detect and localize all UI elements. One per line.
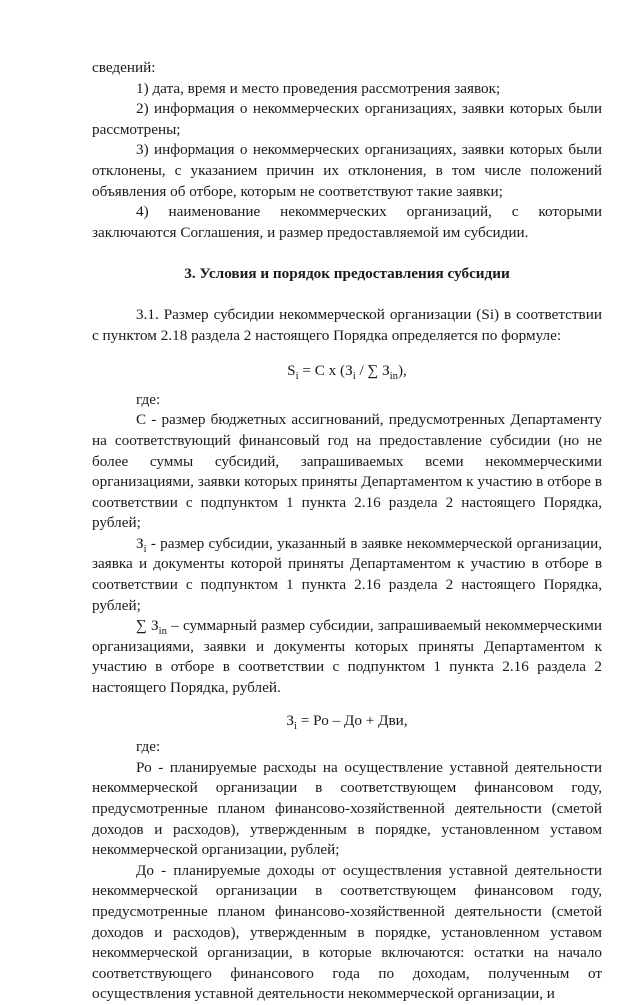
- definition-zin: ∑ $З_{in}$ – суммарный размер субсидии, запрашиваемый некоммерческими организациями, заявки и документы которых приняты Департаментом к участию в отборе в соответствии с подпунктом 1 пункта 2.16 раздела 2 настоящего Порядка, рублей.: [92, 617, 603, 697]
- list-item-reviewed: 2) информация о некоммерческих организациях, заявки которых были рассмотрены;: [92, 100, 602, 138]
- document-body: [92, 58, 602, 1005]
- continuation-text: сведений:: [92, 59, 156, 76]
- definition-do: До - планируемые доходы от осуществления уставной деятельности некоммерческой организации в соответствующем финансовом году, предусмотренные планом финансово-хозяйственной деятельности (сметой доходов и расходов), утвержденным в порядке, установленном уставом некоммерческой организации, в которые включаются: остатки на начало соответствующего финансового года по доходам, полученным от осуществления уставной деятельности некоммерческой организации, и: [92, 861, 602, 1003]
- definition-zi: $З_i$ - размер субсидии, указанный в заявке некоммерческой организации, заявка и документы которой приняты Департаментом к участию в отборе в соответствии с подпунктом 1 пункта 2.16 раздела 2 настоящего Порядка, рублей;: [92, 534, 602, 614]
- list-item-agreements: 4) наименование некоммерческих организаций, с которыми заключаются Соглашения, и размер предоставляемой им субсидии.: [92, 203, 602, 241]
- list-item-rejected: 3) информация о некоммерческих организациях, заявки которых были отклонены, с указанием причин их отклонения, в том числе положений объявления об отборе, которым не соответствуют такие заявки;: [92, 141, 602, 200]
- paragraph-3-1: 3.1. Размер субсидии некоммерческой организации (Si) в соответствии с пунктом 2.18 раздела 2 настоящего Порядка определяется по формуле:: [92, 305, 602, 344]
- list-item-date: 1) дата, время и место проведения рассмотрения заявок;: [136, 79, 501, 97]
- where-label: где:: [136, 390, 161, 408]
- where-label-2: где:: [136, 738, 161, 756]
- definition-c: С - размер бюджетных ассигнований, предусмотренных Департаменту на соответствующий финансовый год на предоставление субсидии (но не более суммы субсидий, запрашиваемых всеми некоммерческими организациями, заявки которых приняты Департаментом к участию в отборе в соответствии с подпунктом 1 пункта 2.16 раздела 2 настоящего Порядка, рублей;: [92, 411, 602, 532]
- definition-ro: Ро - планируемые расходы на осуществление уставной деятельности некоммерческой организации в соответствующем финансовом году, предусмотренные планом финансово-хозяйственной деятельности (сметой доходов и расходов), утвержденным в порядке, установленном уставом некоммерческой организации, рублей;: [92, 758, 602, 859]
- section-heading: 3. Условия и порядок предоставления субсидии: [184, 265, 510, 283]
- formula-subsidy-size: $S_i = С$ х ($З_i$ / ∑ $З_{in}$),: [287, 362, 407, 383]
- formula-requested-subsidy: $З_i$ = Ро – До + Дви,: [286, 711, 408, 732]
